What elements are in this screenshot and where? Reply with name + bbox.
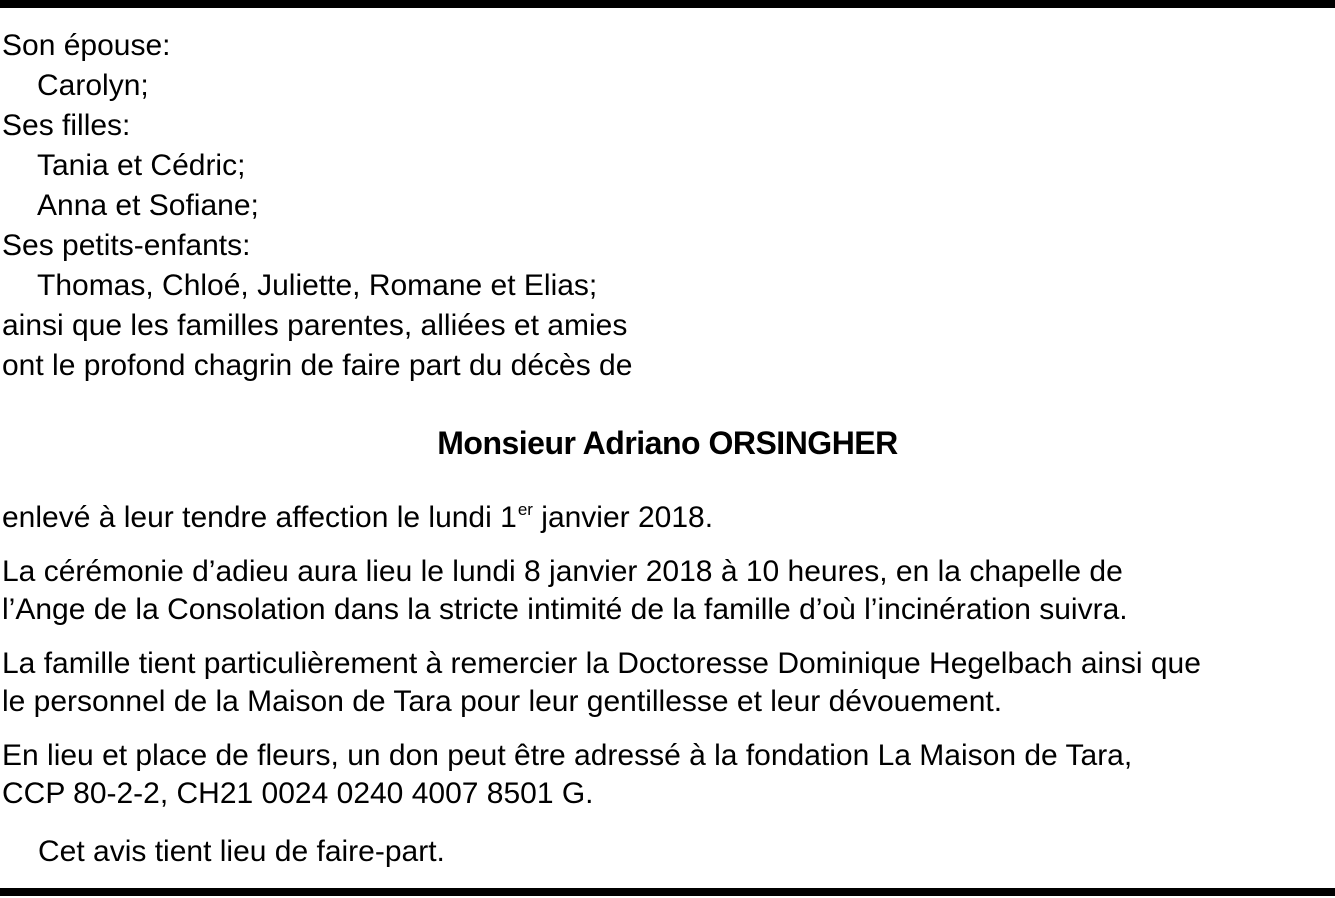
top-rule xyxy=(0,0,1335,8)
donation-line-1: En lieu et place de fleurs, un don peut être adressé à la fondation La Maison de Tara, xyxy=(2,739,1133,772)
death-notice-date: janvier 2018. xyxy=(532,501,714,534)
death-notice-text: enlevé à leur tendre affection le lundi 1 xyxy=(2,501,517,534)
spouse-label: Son épouse: xyxy=(2,29,171,62)
thanks-line-2: le personnel de la Maison de Tara pour leur gentillesse et leur dévouement. xyxy=(2,685,1003,718)
deceased-name: Monsieur Adriano ORSINGHER xyxy=(437,425,898,461)
daughter-2: Anna et Sofiane; xyxy=(37,189,259,222)
spouse-name: Carolyn; xyxy=(37,69,149,102)
ceremony-paragraph xyxy=(2,553,1128,629)
death-notice xyxy=(2,499,713,537)
grandchildren-label: Ses petits-enfants: xyxy=(2,229,251,262)
donation-paragraph xyxy=(2,737,1132,813)
ceremony-line-1: La cérémonie d’adieu aura lieu le lundi 8 janvier 2018 à 10 heures, en la chapelle de xyxy=(2,555,1123,588)
daughters-label: Ses filles: xyxy=(2,109,131,142)
closing-notice: Cet avis tient lieu de faire-part. xyxy=(38,835,445,868)
relatives-line: ainsi que les familles parentes, alliées et amies xyxy=(2,309,628,342)
daughter-1: Tania et Cédric; xyxy=(37,149,246,182)
family-list xyxy=(2,26,632,386)
ceremony-line-2: l’Ange de la Consolation dans la stricte intimité de la famille d’où l’incinération suivra. xyxy=(2,593,1128,626)
donation-line-2: CCP 80-2-2, CH21 0024 0240 4007 8501 G. xyxy=(2,777,594,810)
thanks-paragraph xyxy=(2,645,1201,721)
grandchildren-names: Thomas, Chloé, Juliette, Romane et Elias; xyxy=(37,269,598,302)
bottom-rule xyxy=(0,888,1335,896)
thanks-line-1: La famille tient particulièrement à remercier la Doctoresse Dominique Hegelbach ainsi que xyxy=(2,647,1201,680)
announcement-line: ont le profond chagrin de faire part du décès de xyxy=(2,349,633,382)
ordinal-suffix: er xyxy=(517,500,533,519)
